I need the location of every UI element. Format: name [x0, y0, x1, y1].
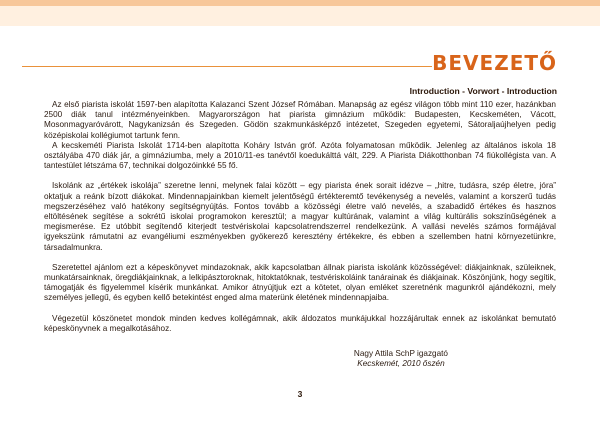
page-subtitle: Introduction - Vorwort - Introduction [409, 86, 557, 96]
signature-place-date: Kecskemét, 2010 őszén [357, 359, 445, 369]
paragraph-kecskemet: A kecskeméti Piarista Iskolát 1714-ben alapította Koháry István gróf. Azóta folyamatosan működik. Jelenleg az általános iskola 18 osztályába 470 diák jár, a gimnáziumba, mely a 2010/11-es tanévtől koedukálttá vált, 229. A Piarista Diákotthonban 74 fiúkollégista van. A tantestület létszáma 67, technikai dolgozóinkké 55 fő. [44, 140, 556, 171]
page-number: 3 [297, 389, 303, 399]
paragraph-values: Iskolánk az „értékek iskolája” szeretne lenni, melynek falai között – egy piarista ének sorait idézve – „hitre, tudásra, szép életre, jóra” oktatjuk a reánk bízott diákokat. Mindennapjainkban kiemelt jelentőségű értékteremtő tevékenység a nevelés, valamint a korszerű tudás megszerzéséhez való hatékony segítségnyújtás. Fontos tovább a közösségi életre való nevelés, a szabadidő értékes és hasznos eltöltésének segítése a sokrétű iskolai programokon keresztül; a magyar kultúrának, valamint a világ kultúrális sokszínűségének a megismerése. Ez utóbbit segítendő kiterjedt testvériskolai kapcsolatrendszerrel rendelkezünk. A vallási nevelés számos formájával igyekszünk rámutatni az evangéliumi eszményekben gyökerező keresztény értékekre, és ebben a szellemben hatni környezetünkre, társadalmunkra. [44, 181, 556, 252]
paragraph-history: Az első piarista iskolát 1597-ben alapította Kalazanci Szent József Rómában. Manapság az egész világon több mint 110 ezer, hazánkban 2500 diák tanul intézményeinkben. Magyarországon hat piarista gimnázium működik: Budapesten, Kecskeméten, Vácott, Mosonmagyaróvárott, Nagykanizsán és Szegeden. Gödön szakmunkásképző intézetet, Szegeden egyetemi, Sátoraljaújhelyen pedig középiskolai kollégiumot tartunk fenn. [44, 100, 556, 140]
signature [354, 349, 448, 369]
page-title: BEVEZETŐ [432, 51, 557, 75]
paragraph-thanks: Végezetül köszönetet mondok minden kedves kollégámnak, akik áldozatos munkájukkal hozzájárultak ennek az iskolánkat bemutató képeskönyvnek a megalkotásához. [44, 313, 556, 333]
header-stripe [0, 0, 600, 6]
title-rule [22, 66, 432, 67]
signature-name: Nagy Attila SchP igazgató [353, 349, 448, 358]
body-text [44, 100, 556, 334]
paragraph-dedication: Szeretettel ajánlom ezt a képeskönyvet mindazoknak, akik kapcsolatban állnak piarista iskolánk közösségével: diákjainknak, szüleiknek, munkatársainknak, öregdiákjainknak, a lelkipásztoroknak, hitoktatóknak, testvériskoláink tanárainak és diákjainak. Köszönjünk, hogy segítik, támogatják és figyelemmel kísérik munkánkat. Amikor átnyújtjuk ezt a kötetet, olyan emléket szeretnénk magunkról ajándékozni, mely személyes jellegű, és egyben kellő betekintést enged alma materünk életének mindennapjaiba. [44, 262, 556, 303]
